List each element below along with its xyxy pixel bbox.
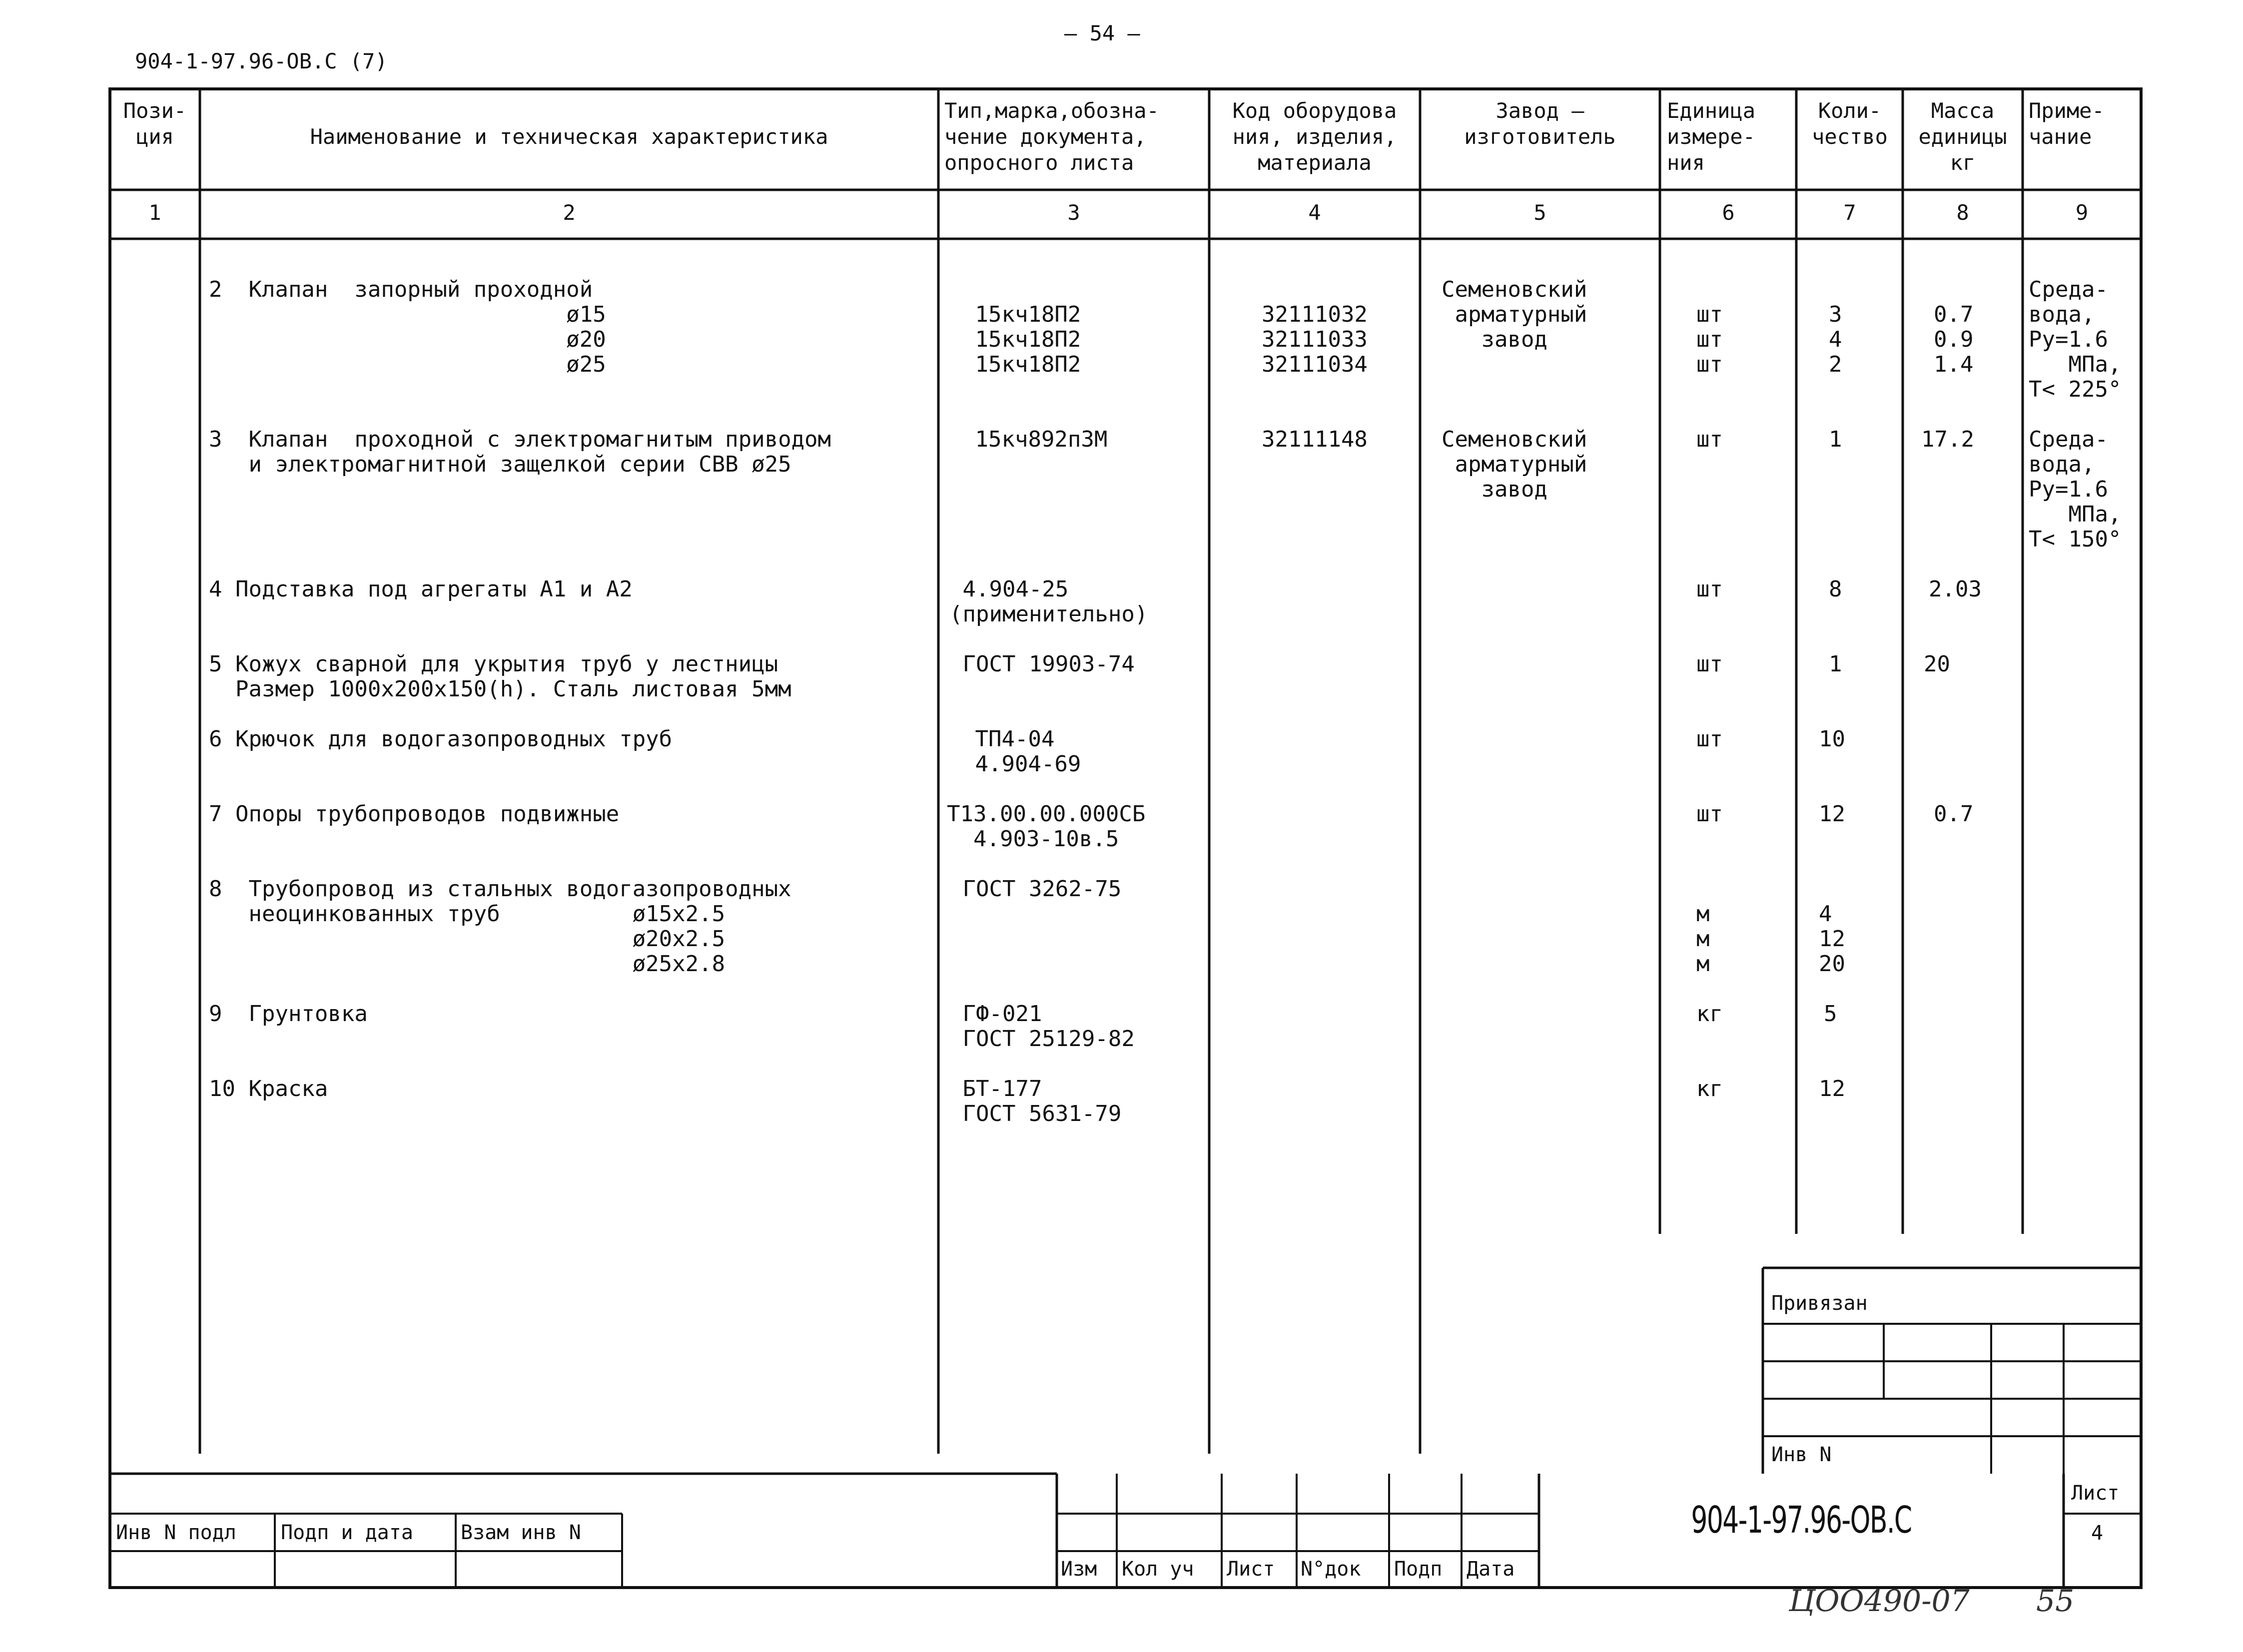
sheet-label: Лист [2071, 1482, 2120, 1505]
sheet-number: 4 [2091, 1522, 2104, 1545]
row-qty: 3 4 2 [1829, 302, 1842, 377]
colnum-6: 6 [1722, 200, 1735, 225]
row-name: 7 Опоры трубопроводов подвижные [209, 801, 620, 827]
stamp-podp-data: Подп и дата [281, 1521, 413, 1544]
colnum-1: 1 [148, 200, 161, 225]
stamp-inv-n: Инв N [1771, 1443, 1832, 1466]
colnum-7: 7 [1843, 200, 1856, 225]
header-type: Тип,марка,обозна- чение документа, опросного листа [944, 98, 1159, 175]
row-mass: 20 [1924, 651, 1950, 677]
row-type: ГФ-021 ГОСТ 25129-82 [962, 1001, 1135, 1052]
row-type: 15кч18П2 15кч18П2 15кч18П2 [975, 302, 1081, 377]
row-name: 3 Клапан проходной с электромагнитым приводом и электромагнитной защелкой серии СВВ ø25 [209, 427, 831, 477]
row-code: 32111032 32111033 32111034 [1262, 302, 1368, 377]
stamp-vzam-inv: Взам инв N [461, 1521, 581, 1544]
rev-data: Дата [1467, 1558, 1515, 1581]
row-unit: шт [1696, 427, 1723, 452]
colnum-9: 9 [2075, 200, 2089, 225]
row-qty: 12 [1819, 801, 1845, 827]
row-name: 4 Подставка под агрегаты А1 и А2 [209, 576, 633, 602]
row-mass: 0.7 [1934, 801, 1974, 827]
header-note: Приме- чание [2029, 98, 2105, 149]
row-qty: 5 [1824, 1001, 1837, 1027]
colnum-4: 4 [1308, 200, 1321, 225]
row-unit: кг [1696, 1076, 1723, 1101]
archive-code: ЦОО490-07 [1789, 1584, 1970, 1619]
row-qty: 10 [1819, 726, 1845, 752]
row-name: 6 Крючок для водогазопроводных труб [209, 726, 673, 752]
page-number: – 54 – [1064, 21, 1140, 45]
header-maker: Завод – изготовитель [1464, 98, 1616, 149]
row-type: ГОСТ 19903-74 [949, 651, 1135, 677]
row-maker: Семеновский арматурный завод [1442, 427, 1587, 502]
title-doc-code: 904-1-97.96-ОВ.С [1691, 1499, 1912, 1542]
row-unit: шт шт шт [1696, 302, 1723, 377]
row-note: Среда- вода, Ру=1.6 МПа, Т< 225° [2029, 277, 2122, 402]
row-unit: кг [1696, 1001, 1723, 1027]
rev-list: Лист [1227, 1558, 1275, 1581]
header-mass: Масса единицы кг [1918, 98, 2007, 175]
rev-kol-uch: Кол уч [1122, 1558, 1194, 1581]
row-note: Среда- вода, Ру=1.6 МПа, Т< 150° [2029, 427, 2122, 552]
row-unit: шт [1696, 801, 1723, 827]
row-qty: 4 12 20 [1819, 901, 1845, 977]
colnum-8: 8 [1956, 200, 1969, 225]
row-type: БТ-177 ГОСТ 5631-79 [962, 1076, 1122, 1126]
row-name: 10 Краска [209, 1076, 328, 1101]
colnum-2: 2 [563, 200, 576, 225]
row-type: ГОСТ 3262-75 [949, 876, 1122, 902]
row-unit: шт [1696, 576, 1723, 602]
row-unit: м м м [1696, 901, 1710, 977]
row-maker: Семеновский арматурный завод [1442, 277, 1587, 352]
header-position: Пози- ция [123, 98, 187, 149]
row-unit: шт [1696, 726, 1723, 752]
header-quantity: Коли- чество [1812, 98, 1888, 149]
row-qty: 1 [1829, 651, 1842, 677]
header-unit: Единица измере- ния [1667, 98, 1756, 175]
row-type: 4.904-25 (применительно) [949, 576, 1148, 627]
row-qty: 1 [1829, 427, 1842, 452]
rev-izm: Изм [1061, 1558, 1097, 1581]
row-name: 5 Кожух сварной для укрытия труб у лестницы Размер 1000x200x150(h). Сталь листовая 5мм [209, 651, 791, 702]
row-type: ТП4-04 4.904-69 [975, 726, 1081, 777]
archive-page-number: 55 [2036, 1584, 2075, 1619]
row-mass: 0.7 0.9 1.4 [1934, 302, 1974, 377]
document-code-top: 904-1-97.96-ОВ.С (7) [135, 49, 388, 73]
row-mass: 2.03 [1929, 576, 1982, 602]
row-name: 2 Клапан запорный проходной ø15 ø20 ø25 [209, 277, 606, 377]
stamp-privyazan: Привязан [1771, 1292, 1868, 1315]
row-code: 32111148 [1262, 427, 1368, 452]
row-type: 15кч892п3М [962, 427, 1108, 452]
row-unit: шт [1696, 651, 1723, 677]
row-qty: 8 [1829, 576, 1842, 602]
stamp-inv-podl: Инв N подл [116, 1521, 236, 1544]
rev-podp: Подп [1394, 1558, 1443, 1581]
row-type: Т13.00.00.000СБ 4.903-10в.5 [947, 801, 1146, 852]
colnum-3: 3 [1067, 200, 1080, 225]
row-name: 9 Грунтовка [209, 1001, 368, 1027]
row-name: 8 Трубопровод из стальных водогазопроводных неоцинкованных труб ø15x2.5 ø20x2.5 ø25x2.8 [209, 876, 791, 977]
row-qty: 12 [1819, 1076, 1845, 1101]
rev-n-dok: N°док [1301, 1558, 1361, 1581]
header-code: Код оборудова ния, изделия, материала [1232, 98, 1397, 175]
header-name: Наименование и техническая характеристика [310, 124, 828, 149]
colnum-5: 5 [1533, 200, 1546, 225]
row-mass: 17.2 [1921, 427, 1974, 452]
